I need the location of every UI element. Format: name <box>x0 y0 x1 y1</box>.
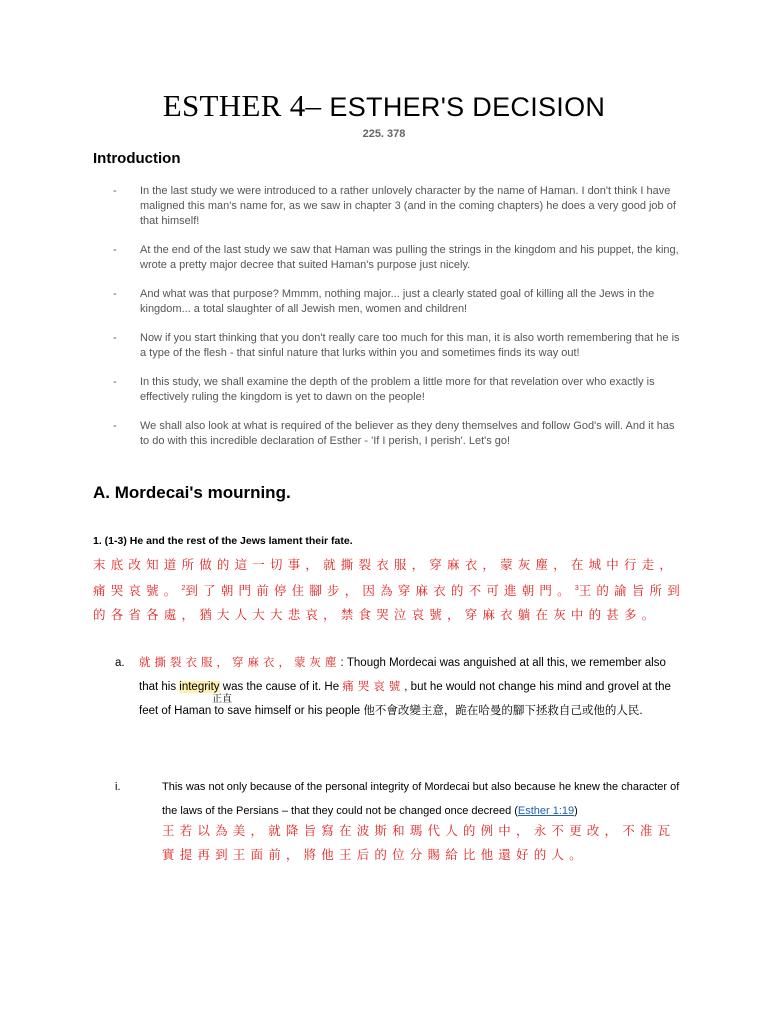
highlighted-word: integrity <box>179 681 220 693</box>
intro-bullet-text: At the end of the last study we saw that Haman was pulling the strings in the kingdom and his puppet, the king, wrote a pretty major decree that suited Haman's purpose just nicely. <box>140 244 679 271</box>
item-a <box>115 651 680 723</box>
intro-bullet <box>113 331 683 361</box>
section-a-heading: A. Mordecai's mourning. <box>93 483 291 502</box>
item-i-text: This was not only because of the personal integrity of Mordecai but also because he knew the character of the laws of the Persians – that they could not be changed once decreed ( <box>162 781 680 817</box>
chinese-verse-2: 王若以為美，就降旨寫在波斯和瑪代人的例中，永不更改，不准瓦實提再到王面前，將他王后的位分賜給比他還好的人。 <box>162 824 676 862</box>
intro-bullet-text: And what was that purpose? Mmmm, nothing major... just a clearly stated goal of killing all the Jews in the kingdom... a total slaughter of all Jewish men, women and children! <box>140 288 655 315</box>
bullet-dash: - <box>113 420 117 432</box>
bullet-dash: - <box>113 376 117 388</box>
intro-bullet <box>113 419 683 449</box>
item-a-chinese-end: 他不會改變主意，跪在哈曼的腳下拯救自己或他的人民. <box>363 705 643 717</box>
verse-part-2: 到了朝門前停住腳步，因為穿麻衣的不可進朝門。 <box>185 584 575 599</box>
page-subtitle: 225. 378 <box>362 128 406 140</box>
item-a-chinese-mid: 痛哭哀號 <box>342 681 405 693</box>
verse-part-1: 末底改知道所做的這一切事，就撕裂衣服，穿麻衣，蒙灰塵，在城中行走，痛哭哀號。 <box>93 558 678 599</box>
intro-bullet-text: In this study, we shall examine the depth of the problem a little more for that revelation over who exactly is effectively ruling the kingdom is yet to dawn on the people! <box>140 376 655 403</box>
verse-number-3: 3 <box>574 585 579 592</box>
section-1-heading: 1. (1-3) He and the rest of the Jews lament their fate. <box>93 535 353 547</box>
item-i-label: i. <box>115 781 121 793</box>
intro-bullet <box>113 287 683 317</box>
intro-bullet <box>113 184 683 229</box>
intro-heading: Introduction <box>93 150 181 167</box>
verse-number-2: 2 <box>181 585 186 592</box>
item-i <box>115 775 680 823</box>
title-book: ESTHER 4– <box>162 88 330 123</box>
intro-bullet-list <box>113 184 683 463</box>
item-a-body <box>139 651 680 723</box>
intro-bullet-text: Now if you start thinking that you don't really care too much for this man, it is also worth remembering that he is a type of the flesh - that sinful nature that lurks within you and sometimes finds its way out! <box>140 332 680 359</box>
highlight-annotation: 正直 <box>212 694 232 705</box>
scripture-link[interactable]: Esther 1:19 <box>517 805 575 817</box>
item-a-text-2: was the cause of it. He <box>219 681 343 693</box>
page-title <box>0 86 768 127</box>
bullet-dash: - <box>113 288 117 300</box>
item-i-close: ) <box>574 805 578 817</box>
intro-bullet-text: In the last study we were introduced to a rather unlovely character by the name of Haman. I don't think I have maligned this man's name for, as we saw in chapter 3 (and in the coming chapters) he does a very good job of that himself! <box>140 185 676 227</box>
bullet-dash: - <box>113 332 117 344</box>
item-i-body <box>162 775 680 823</box>
intro-bullet <box>113 243 683 273</box>
item-a-text-1: : Though Mordecai was anguished at all this, we remember also that his <box>139 657 666 693</box>
verse-part-3: 王的諭旨所到的各省各處，猶大人大大悲哀，禁食哭泣哀號，穿麻衣躺在灰中的甚多。 <box>93 584 685 623</box>
title-topic: ESTHER'S DECISION <box>329 92 606 122</box>
chinese-verse-1 <box>93 553 685 627</box>
item-a-label: a. <box>115 657 125 669</box>
item-a-text-3: , but he would not change his mind and grovel at the feet of Haman to save himself or his people <box>139 681 671 717</box>
item-a-chinese-lead: 就撕裂衣服，穿麻衣，蒙灰塵 <box>139 657 341 669</box>
intro-bullet <box>113 375 683 405</box>
bullet-dash: - <box>113 185 117 197</box>
intro-bullet-text: We shall also look at what is required of the believer as they deny themselves and follow God's will. And it has to do with this incredible declaration of Esther - 'If I perish, I perish'. Let's go! <box>140 420 675 447</box>
bullet-dash: - <box>113 244 117 256</box>
